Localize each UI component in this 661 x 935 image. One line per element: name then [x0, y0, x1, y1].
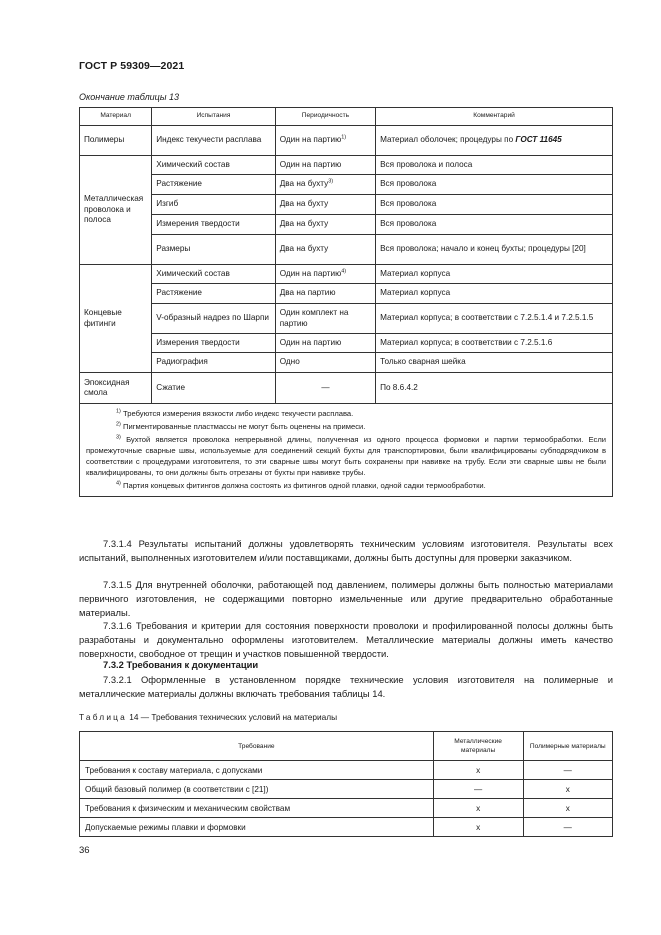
metal-cell: x	[433, 761, 523, 780]
table-row	[80, 334, 613, 353]
test-cell: Радиография	[152, 353, 275, 373]
material-cell: Концевые фитинги	[80, 265, 152, 373]
comment-cell: Вся проволока и полоса	[376, 156, 613, 175]
comment-cell: Вся проволока	[376, 215, 613, 235]
table-row	[80, 175, 613, 195]
polymer-cell: x	[523, 780, 613, 799]
column-header-comment: Комментарий	[376, 108, 613, 126]
requirement-cell: Требования к физическим и механическим свойствам	[80, 799, 434, 818]
test-cell: Размеры	[152, 235, 275, 265]
comment-cell: Вся проволока; начало и конец бухты; процедуры [20]	[376, 235, 613, 265]
paragraph-7-3-1-6: 7.3.1.6 Требования и критерии для состояния поверхности проволоки и профилированной полосы должны быть разработаны и документально оформлены изготовителем. Металлические материалы должны иметь качество поверхности, свободное от трещин и участков повышенной твердости.	[79, 620, 613, 659]
material-cell: Полимеры	[80, 126, 152, 156]
test-cell: Растяжение	[152, 284, 275, 304]
metal-cell: x	[433, 799, 523, 818]
test-cell: Растяжение	[152, 175, 275, 195]
paragraph-7-3-2-1: 7.3.2.1 Оформленные в установленном порядке технические условия изготовителя на полимерные и металлические материалы должны включать требования таблицы 14.	[79, 674, 613, 699]
standard-ref: ГОСТ 11645	[515, 135, 562, 145]
footnote-ref: 4)	[341, 268, 347, 275]
comment-cell: Материал корпуса; в соответствии с 7.2.5.1.6	[376, 334, 613, 353]
table-header-row	[80, 732, 613, 761]
comment-cell: Вся проволока	[376, 175, 613, 195]
test-cell: Изгиб	[152, 195, 275, 215]
table-row	[80, 156, 613, 175]
table-row	[80, 235, 613, 265]
comment-cell: По 8.6.4.2	[376, 373, 613, 404]
period-cell: Один комплект на партию	[275, 304, 375, 334]
period-cell: Один на партию$^{4)}$	[275, 265, 375, 284]
footnotes-row	[80, 404, 613, 497]
table-row	[80, 353, 613, 373]
footnote: $^{4)}$ Партия концевых фитингов должна состоять из фитингов одной плавки, одной садки термообработки.	[116, 480, 486, 490]
table-row	[80, 761, 613, 780]
test-cell: Измерения твердости	[152, 334, 275, 353]
period-cell: Один на партию	[275, 156, 375, 175]
footnotes-cell	[80, 404, 613, 497]
column-header-requirement: Требование	[80, 732, 434, 761]
column-header-material: Материал	[80, 108, 152, 126]
table-row	[80, 284, 613, 304]
footnote: $^{2)}$ Пигментированные пластмассы не могут быть оценены на примеси.	[116, 421, 366, 431]
requirement-cell: Допускаемые режимы плавки и формовки	[80, 818, 434, 837]
comment-cell: Материал корпуса	[376, 265, 613, 284]
table-14-caption: Таблица 14 — Требования технических условий на материалы	[79, 712, 338, 722]
comment-cell: Материал корпуса; в соответствии с 7.2.5.1.4 и 7.2.5.1.5	[376, 304, 613, 334]
metal-cell: —	[433, 780, 523, 799]
test-cell: Сжатие	[152, 373, 275, 404]
period-cell: Два на бухту	[275, 235, 375, 265]
paragraph-7-3-1-4: 7.3.1.4 Результаты испытаний должны удовлетворять техническим условиям изготовителя. Результаты всех испытаний, выполненных изготовителем и/или поставщиками, должны быть доступны для проверки заказчиком.	[79, 538, 613, 563]
polymer-cell: —	[523, 761, 613, 780]
comment-cell: Материал оболочек; процедуры по ГОСТ 11645	[376, 126, 613, 156]
metal-cell: x	[433, 818, 523, 837]
test-cell: Индекс текучести расплава	[152, 126, 275, 156]
period-cell: Два на бухту	[275, 195, 375, 215]
test-cell: Измерения твердости	[152, 215, 275, 235]
test-cell: Химический состав	[152, 265, 275, 284]
period-cell: Один на партию$^{1)}$	[275, 126, 375, 156]
table-13	[79, 107, 613, 497]
test-cell: V-образный надрез по Шарпи	[152, 304, 275, 334]
comment-cell: Вся проволока	[376, 195, 613, 215]
table-row	[80, 195, 613, 215]
period-cell: Два на бухту$^{3)}$	[275, 175, 375, 195]
table-row	[80, 126, 613, 156]
table-row	[80, 304, 613, 334]
polymer-cell: —	[523, 818, 613, 837]
table-row	[80, 215, 613, 235]
material-cell: Эпоксидная смола	[80, 373, 152, 404]
page-number: 36	[79, 845, 90, 856]
material-cell: Металлическая проволока и полоса	[80, 156, 152, 265]
table-14	[79, 731, 613, 837]
footnote: $^{1)}$ Требуются измерения вязкости либо индекс текучести расплава.	[116, 408, 354, 418]
period-cell: Два на партию	[275, 284, 375, 304]
table-row	[80, 780, 613, 799]
column-header-polymer: Полимерные материалы	[523, 732, 613, 761]
column-header-tests: Испытания	[152, 108, 275, 126]
paragraph-7-3-1-5: 7.3.1.5 Для внутренней оболочки, работающей под давлением, полимеры должны быть полностью материалами первичного изготовления, не содержащими повторно измельченные или другие предварительно обработанные материалы.	[79, 579, 613, 618]
comment-cell: Только сварная шейка	[376, 353, 613, 373]
test-cell: Химический состав	[152, 156, 275, 175]
table-row	[80, 799, 613, 818]
comment-cell: Материал корпуса	[376, 284, 613, 304]
period-cell: —	[275, 373, 375, 404]
column-header-period: Периодичность	[275, 108, 375, 126]
period-cell: Одно	[275, 353, 375, 373]
table-row	[80, 265, 613, 284]
table-row	[80, 373, 613, 404]
polymer-cell: x	[523, 799, 613, 818]
requirement-cell: Требования к составу материала, с допусками	[80, 761, 434, 780]
table-header-row	[80, 108, 613, 126]
column-header-metal: Металлические материалы	[433, 732, 523, 761]
standard-header: ГОСТ Р 59309—2021	[79, 60, 185, 72]
table-row	[80, 818, 613, 837]
footnote-ref: 3)	[328, 178, 334, 185]
requirement-cell: Общий базовый полимер (в соответствии с [21])	[80, 780, 434, 799]
footnote: $^{3)}$ Бухтой является проволока непрерывной длины, полученная из одного процесса формовки и партии термообработки. Если промежуточные сварные швы, используемые для соединений секций бухты для транспортировки, были квалифицированы субподрядчиком в соответствии с процедурами изготовителя, то эти сварные швы могут быть сохранены при навивке на трубу. Если эти сварные швы не были квалифицированы, то они должны быть отрезаны от бухты при навивке трубы.	[86, 434, 606, 477]
section-heading-7-3-2: 7.3.2 Требования к документации	[103, 659, 259, 670]
period-cell: Два на бухту	[275, 215, 375, 235]
table-continuation-caption: Окончание таблицы 13	[79, 92, 179, 102]
period-cell: Один на партию	[275, 334, 375, 353]
footnote-ref: 1)	[341, 134, 347, 141]
